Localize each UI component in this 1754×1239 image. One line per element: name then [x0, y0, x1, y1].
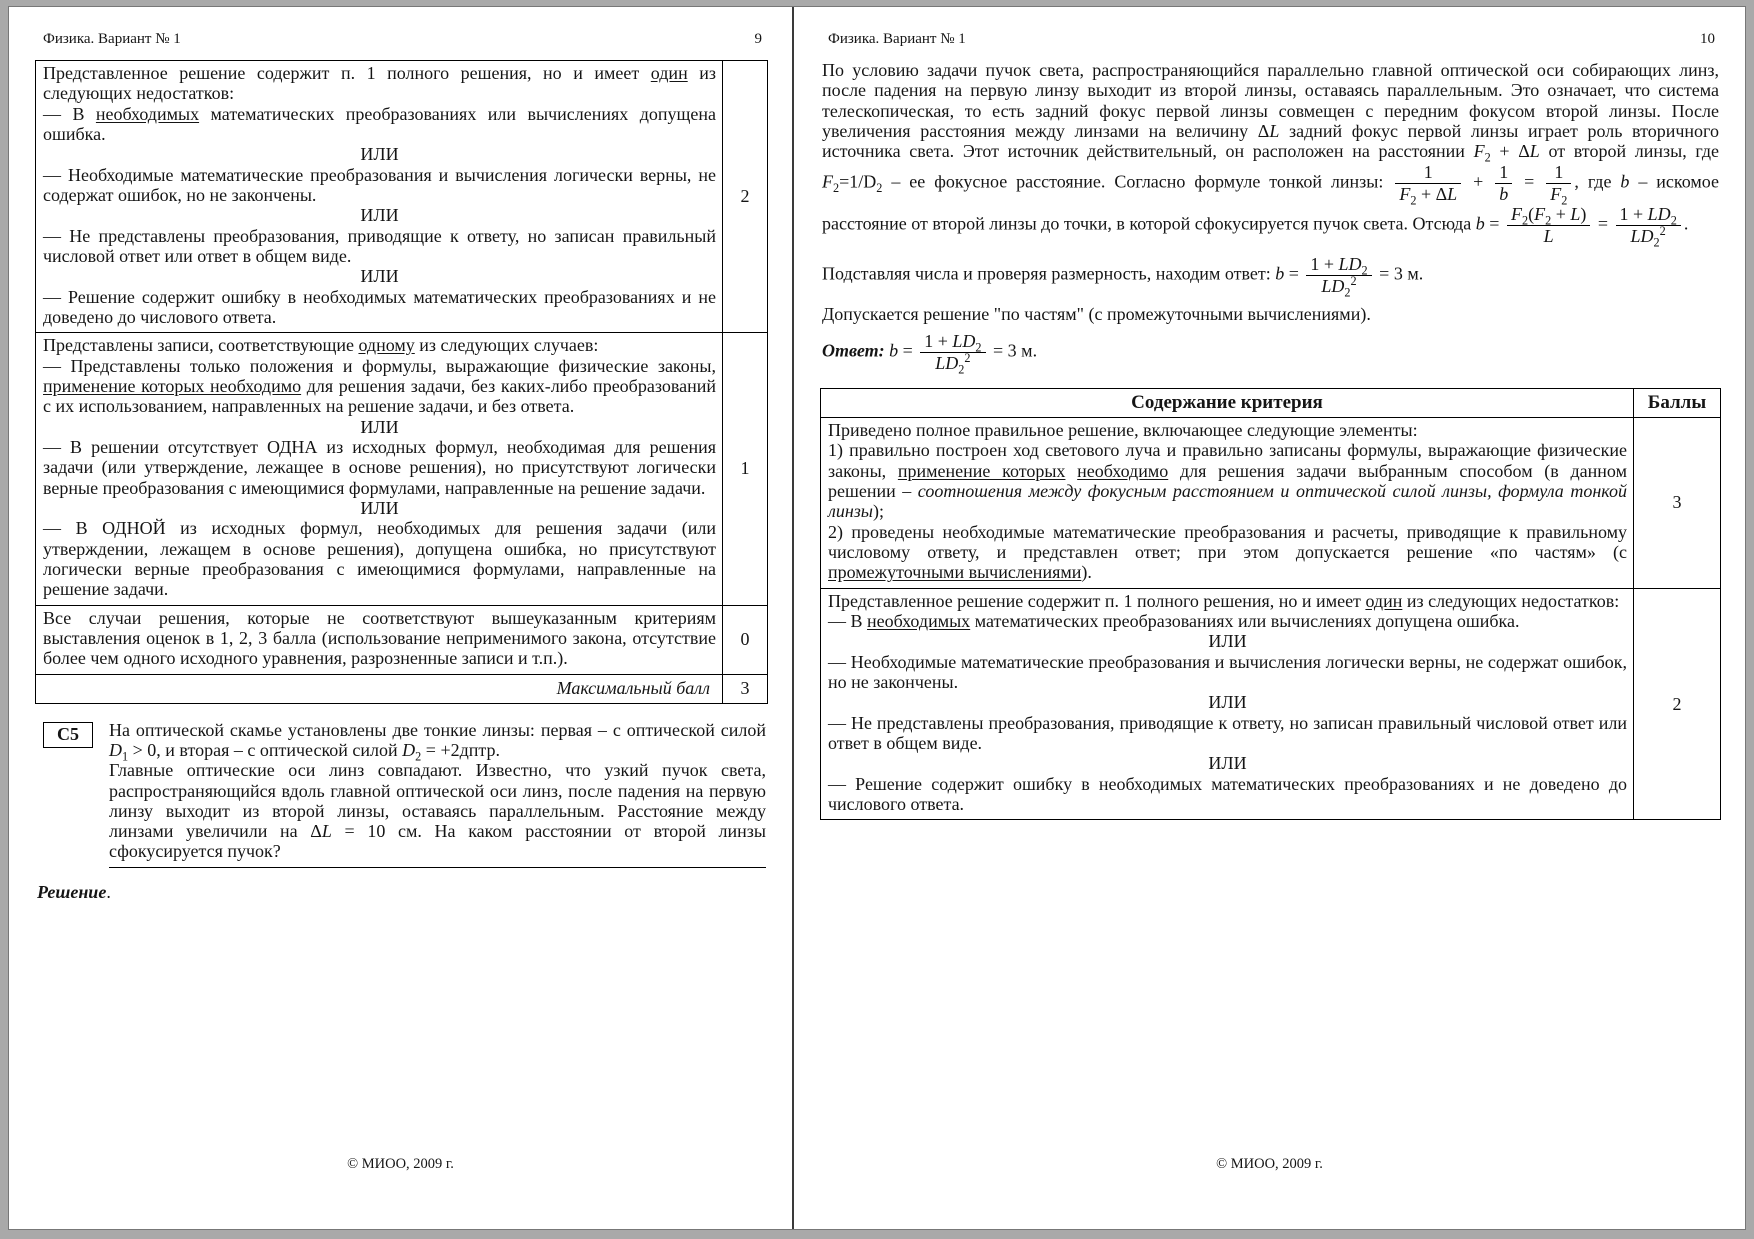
paragraph: ИЛИ	[1208, 631, 1247, 652]
paragraph: Приведено полное правильное решение, включающее следующие элементы:	[828, 420, 1418, 441]
solution-text	[822, 60, 1719, 377]
criteria-cell	[36, 605, 723, 674]
paragraph: 1) правильно построен ход светового луча и правильно записаны формулы, выражающие физические законы, применение которых необходимо для решения задачи выбранным способом (в данном решении – соотношения между фокусным расстоянием и оптической силой линзы, формула тонкой линзы);	[828, 440, 1627, 522]
page-footer: © МИОО, 2009 г.	[347, 1156, 454, 1172]
page-header	[828, 31, 1715, 48]
score-cell: 1	[723, 333, 768, 605]
paragraph: — Необходимые математические преобразования и вычисления логически верны, не содержат ошибок, но не закончены.	[43, 164, 716, 205]
page-header-title: Физика. Вариант № 1	[43, 31, 181, 47]
criteria-row	[36, 605, 768, 674]
paragraph: — В решении отсутствует ОДНА из исходных формул, необходимая для решения задачи (или утверждение, лежащее в основе решения), но присутствуют логически верные преобразования с имеющимися формулами, направленные на решение задачи.	[43, 436, 716, 498]
paragraph: — Необходимые математические преобразования и вычисления логически верны, не содержат ошибок, но не закончены.	[828, 651, 1627, 693]
criteria-cell	[36, 61, 723, 333]
page-header-title: Физика. Вариант № 1	[828, 31, 966, 47]
sheet	[8, 6, 1746, 1230]
criteria-row	[821, 588, 1721, 820]
problem-text	[109, 720, 766, 868]
paragraph: ИЛИ	[1208, 692, 1247, 713]
paragraph: ИЛИ	[360, 497, 399, 518]
criteria-row	[821, 418, 1721, 589]
score-cell: 2	[1634, 588, 1721, 820]
paragraph: Представленное решение содержит п. 1 полного решения, но и имеет один из следующих недостатков:	[43, 63, 716, 104]
criteria-row	[36, 333, 768, 605]
paragraph: ИЛИ	[360, 416, 399, 437]
page-footer: © МИОО, 2009 г.	[1216, 1156, 1323, 1172]
criteria-cell	[821, 588, 1634, 820]
paragraph: — Не представлены преобразования, приводящие к ответу, но записан правильный числовой ответ или ответ в общем виде.	[43, 225, 716, 266]
paragraph: ИЛИ	[360, 266, 399, 287]
solution-heading: Решение.	[37, 881, 111, 902]
paragraph: Подставляя числа и проверяя размерность, находим ответ: b = $\frac{1 + LD_2}{LD_2^2}$ = 3 м.	[822, 254, 1424, 300]
criteria-cell	[821, 418, 1634, 589]
problem-block	[43, 720, 766, 868]
paragraph: Представлены записи, соответствующие одному из следующих случаев:	[43, 335, 599, 356]
paragraph: 2) проведены необходимые математические преобразования и расчеты, приводящие к правильному числовому ответу, и представлен ответ; при этом допускается решение «по частям» (с промежуточными вычислениями).	[828, 521, 1627, 583]
problem-label: С5	[43, 722, 93, 748]
page-number: 9	[754, 31, 762, 47]
paragraph: — В необходимых математических преобразованиях или вычислениях допущена ошибка.	[828, 611, 1520, 632]
paragraph: Представленное решение содержит п. 1 полного решения, но и имеет один из следующих недостатков:	[828, 590, 1620, 611]
max-score-row	[36, 674, 768, 703]
paragraph: Ответ: b = $\frac{1 + LD_2}{LD_2^2}$ = 3 м.	[822, 331, 1038, 377]
criteria-table-left	[35, 60, 768, 704]
paragraph: — Решение содержит ошибку в необходимых математических преобразованиях и не доведено до числового ответа.	[43, 286, 716, 327]
paragraph: — Решение содержит ошибку в необходимых математических преобразованиях и не доведено до числового ответа.	[828, 773, 1627, 814]
criteria-table-right	[820, 388, 1721, 820]
paragraph: ИЛИ	[1208, 753, 1247, 774]
criteria-cell	[36, 333, 723, 605]
paragraph: — Не представлены преобразования, приводящие к ответу, но записан правильный числовой ответ или ответ в общем виде.	[828, 712, 1627, 754]
criteria-table-header-row	[821, 389, 1721, 418]
criteria-header-cell: Содержание критерия	[821, 389, 1634, 418]
page-right	[792, 7, 1745, 1229]
criteria-row	[36, 61, 768, 333]
score-header-cell: Баллы	[1634, 389, 1721, 418]
page-number: 10	[1700, 31, 1715, 47]
paragraph: По условию задачи пучок света, распространяющийся параллельно главной оптической оси собирающих линз, после падения на первую линзу выходит из второй линзы, оставаясь параллельным. Это означает, что система телескопическая, то есть задний фокус первой линзы совмещен с передним фокусом второй линзы. После увеличения расстояния между линзами на величину ΔL задний фокус первой линзы играет роль вторичного источника света. Этот источник действительный, он расположен на расстоянии $F_2 + \Delta L$ от второй линзы, где $F_2=1/D_2$ – ее фокусное расстояние. Согласно формуле тонкой линзы: $\frac{1}{F_2 + \Delta L}$ + $\frac{1}{b}$ = $\frac{1}{F_2}$ , где b – искомое расстояние от второй линзы до точки, в которой сфокусируется пучок света. Отсюда b = $\frac{F_2(F_2 + L)}{L}$ = $\frac{1 + LD_2}{LD_2^2}$ .	[822, 60, 1719, 250]
paragraph: — В ОДНОЙ из исходных формул, необходимых для решения задачи (или утверждении, лежащем в основе решения), допущена ошибка, но присутствуют логически верные преобразования с имеющимися формулами, направленные на решение задачи.	[43, 518, 716, 600]
paragraph: ИЛИ	[360, 144, 399, 165]
page-left	[9, 7, 792, 1229]
page-header	[43, 31, 762, 48]
paragraph: Главные оптические оси линз совпадают. Известно, что узкий пучок света, распространяющийся вдоль главной оптической оси линз, после падения на первую линзу выходит из второй линзы, оставаясь параллельным. Расстояние между линзами увеличили на ΔL = 10 см. На каком расстоянии от второй линзы сфокусируется пучок?	[109, 760, 767, 862]
paragraph: На оптической скамье установлены две тонкие линзы: первая – с оптической силой $D_1 > 0$, и вторая – с оптической силой $D_2$ = +2дптр.	[109, 719, 766, 764]
max-score-value: 3	[723, 674, 768, 703]
max-score-label: Максимальный балл	[36, 674, 723, 703]
paragraph: — Представлены только положения и формулы, выражающие физические законы, применение которых необходимо для решения задачи, без каких-либо преобразований с их использованием, направленных на решение задачи, и без ответа.	[43, 355, 716, 417]
paragraph: Все случаи решения, которые не соответствуют вышеуказанным критериям выставления оценок в 1, 2, 3 балла (использование неприменимого закона, отсутствие более чем одного исходного уравнения, разрозненные записи и т.п.).	[43, 607, 716, 669]
score-cell: 2	[723, 61, 768, 333]
paragraph: Допускается решение "по частям" (с промежуточными вычислениями).	[822, 303, 1371, 324]
score-cell: 0	[723, 605, 768, 674]
paragraph: ИЛИ	[360, 205, 399, 226]
score-cell: 3	[1634, 418, 1721, 589]
paragraph: — В необходимых математических преобразованиях или вычислениях допущена ошибка.	[43, 103, 716, 144]
